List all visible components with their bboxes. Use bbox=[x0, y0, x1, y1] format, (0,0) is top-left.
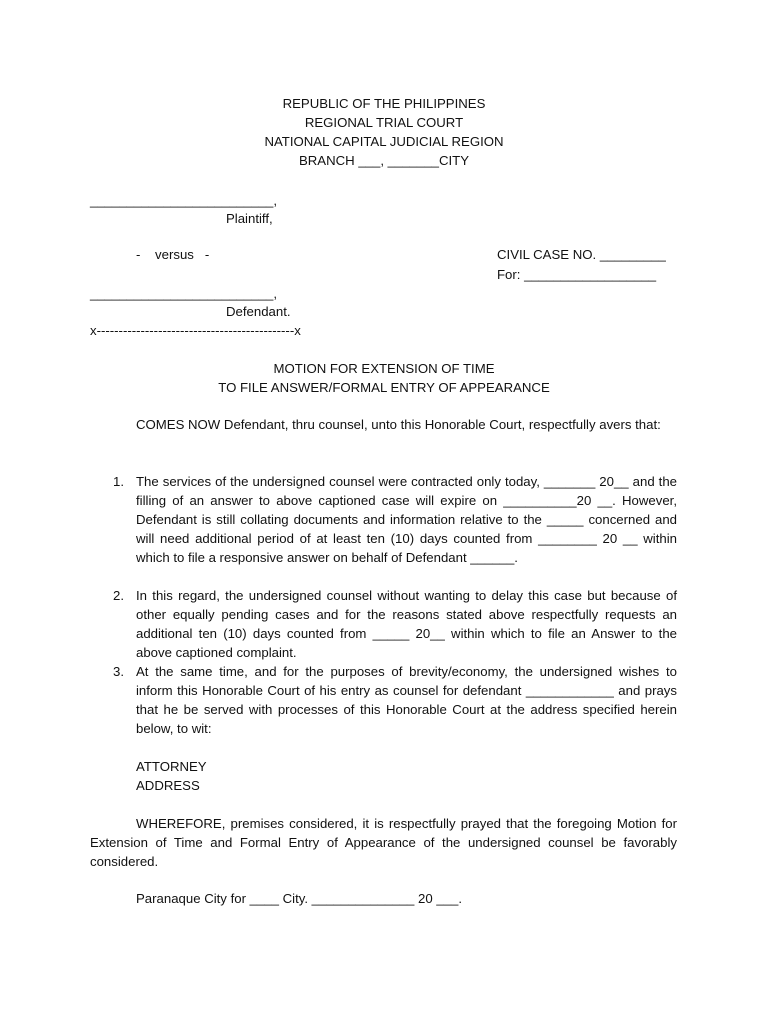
item-1-number: 1. bbox=[113, 474, 124, 489]
item-3-text: At the same time, and for the purposes of brevity/economy, the undersigned wishes to inform this Honorable Court of his entry as counsel for defendant ____________ and prays that he be served with processes of this Honorable Court at the address specified herein below, to wit: bbox=[136, 664, 677, 736]
attorney-name: ATTORNEY bbox=[136, 759, 207, 774]
plaintiff-blank: _________________________, bbox=[90, 193, 278, 208]
prayer-text: WHEREFORE, premises considered, it is respectfully prayed that the foregoing Motion for Extension of Time and Formal Entry of Appearance of the undersigned counsel be favorably considered. bbox=[90, 816, 677, 869]
defendant-label: Defendant. bbox=[226, 304, 291, 319]
defendant-blank: _________________________, bbox=[90, 286, 278, 301]
intro-text: COMES NOW Defendant, thru counsel, unto this Honorable Court, respectfully avers that: bbox=[136, 417, 661, 432]
caption-branch: BRANCH ___, _______CITY bbox=[298, 153, 470, 168]
prayer-paragraph bbox=[90, 814, 677, 871]
caption-republic: REPUBLIC OF THE PHILIPPINES bbox=[282, 96, 486, 111]
plaintiff-label: Plaintiff, bbox=[226, 211, 273, 226]
civil-case-number: CIVIL CASE NO. _________ bbox=[497, 247, 666, 262]
caption-divider: x---------------------------------------------x bbox=[90, 323, 301, 338]
case-for: For: __________________ bbox=[497, 267, 657, 282]
motion-title-line1: MOTION FOR EXTENSION OF TIME bbox=[273, 361, 495, 376]
item-2-text: In this regard, the undersigned counsel without wanting to delay this case but because of other equally pending cases and for the reasons stated above respectfully requests an additional ten (10) days counted from _____ 20__ within which to file an Answer to the above captioned complaint. bbox=[136, 588, 677, 660]
place-date-line: Paranaque City for ____ City. ______________ 20 ___. bbox=[136, 891, 463, 906]
intro-paragraph bbox=[90, 415, 677, 434]
caption-court: REGIONAL TRIAL COURT bbox=[304, 115, 464, 130]
item-2-number: 2. bbox=[113, 588, 124, 603]
versus-label: - versus - bbox=[136, 247, 210, 262]
item-3-number: 3. bbox=[113, 664, 124, 679]
attorney-address: ADDRESS bbox=[136, 778, 200, 793]
caption-region: NATIONAL CAPITAL JUDICIAL REGION bbox=[264, 134, 504, 149]
item-1-text: The services of the undersigned counsel were contracted only today, _______ 20__ and the filling of an answer to above captioned case will expire on __________20 __. However, Defendant is still collating documents and information relative to the _____ concerned and will need additional period of at least ten (10) days counted from ________ 20 __ within which to file a responsive answer on behalf of Defendant ______. bbox=[136, 474, 677, 565]
motion-title-line2: TO FILE ANSWER/FORMAL ENTRY OF APPEARANCE bbox=[218, 380, 550, 395]
